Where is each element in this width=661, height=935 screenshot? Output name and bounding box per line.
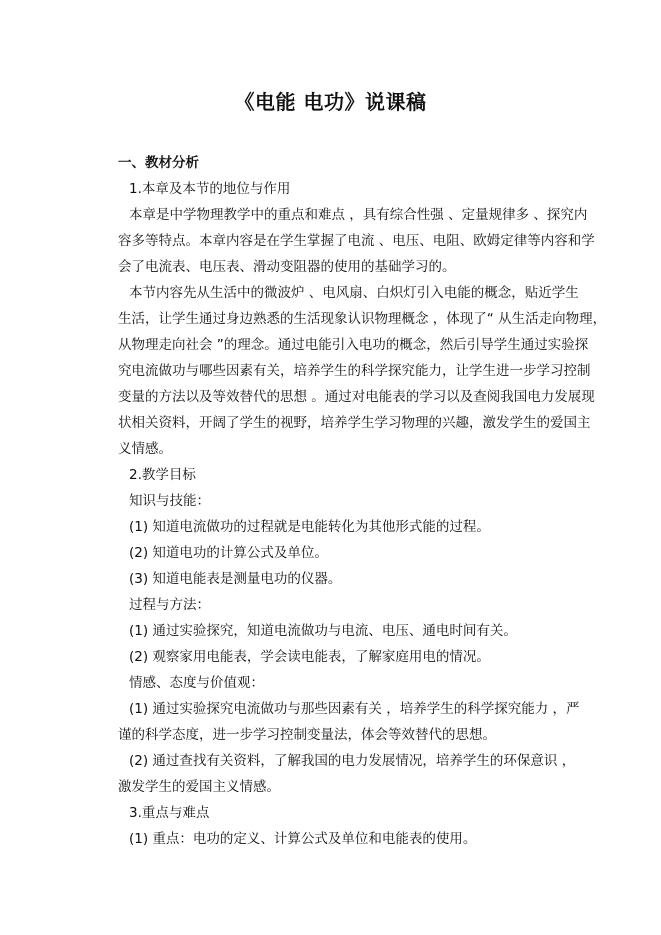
list-heading: 过程与方法： [129, 597, 210, 613]
paragraph-line: 从物理走向社会 ”的理念。通过电能引入电功的概念，然后引导学生通过实验探 [118, 337, 589, 353]
section-heading: 一、教材分析 [118, 155, 199, 171]
paragraph-line: 本节内容先从生活中的微波炉 、电风扇、白炽灯引入电能的概念，贴近学生 [129, 285, 579, 301]
list-item: (2) 知道电功的计算公式及单位。 [129, 545, 328, 561]
paragraph-line: 本章是中学物理教学中的重点和难点 ，具有综合性强 、定量规律多 、探究内 [129, 207, 588, 223]
list-item: (1) 重点：电功的定义、计算公式及单位和电能表的使用。 [129, 831, 477, 847]
subsection-heading: 2.教学目标 [129, 467, 196, 483]
list-item: (1) 通过实验探究电流做功与那些因素有关 ，培养学生的科学探究能力 ，严 [129, 701, 580, 717]
list-item: (1) 通过实验探究，知道电流做功与电流、电压、通电时间有关。 [129, 623, 517, 639]
list-item: (1) 知道电流做功的过程就是电能转化为其他形式能的过程。 [129, 519, 490, 535]
paragraph-line: 生活，让学生通过身边熟悉的生活现象认识物理概念 ，体现了“ 从生活走向物理， [118, 311, 607, 327]
paragraph-line: 状相关资料，开阔了学生的视野，培养学生学习物理的兴趣，激发学生的爱国主 [118, 415, 591, 431]
document-title: 《电能 电功》说课稿 [234, 90, 427, 114]
list-item: (2) 通过查找有关资料，了解我国的电力发展情况，培养学生的环保意识 ， [129, 753, 576, 769]
list-heading: 情感、态度与价值观： [129, 675, 264, 691]
list-item: (2) 观察家用电能表，学会读电能表，了解家庭用电的情况。 [129, 649, 490, 665]
paragraph-line: 义情感。 [118, 441, 172, 457]
subsection-heading: 3.重点与难点 [129, 805, 210, 821]
paragraph-line: 会了电流表、电压表、滑动变阻器的使用的基础学习的。 [118, 259, 456, 275]
list-item-continuation: 谨的科学态度，进一步学习控制变量法，体会等效替代的思想。 [118, 727, 496, 743]
list-item: (3) 知道电能表是测量电功的仪器。 [129, 571, 342, 587]
paragraph-line: 变量的方法以及等效替代的思想 。通过对电能表的学习以及查阅我国电力发展现 [118, 389, 595, 405]
subsection-heading: 1.本章及本节的地位与作用 [129, 181, 291, 197]
list-item-continuation: 激发学生的爱国主义情感。 [118, 779, 280, 795]
paragraph-line: 究电流做功与哪些因素有关，培养学生的科学探究能力，让学生进一步学习控制 [118, 363, 591, 379]
paragraph-line: 容多等特点。本章内容是在学生掌握了电流 、电压、电阻、欧姆定律等内容和学 [118, 233, 595, 249]
list-heading: 知识与技能： [129, 493, 210, 509]
